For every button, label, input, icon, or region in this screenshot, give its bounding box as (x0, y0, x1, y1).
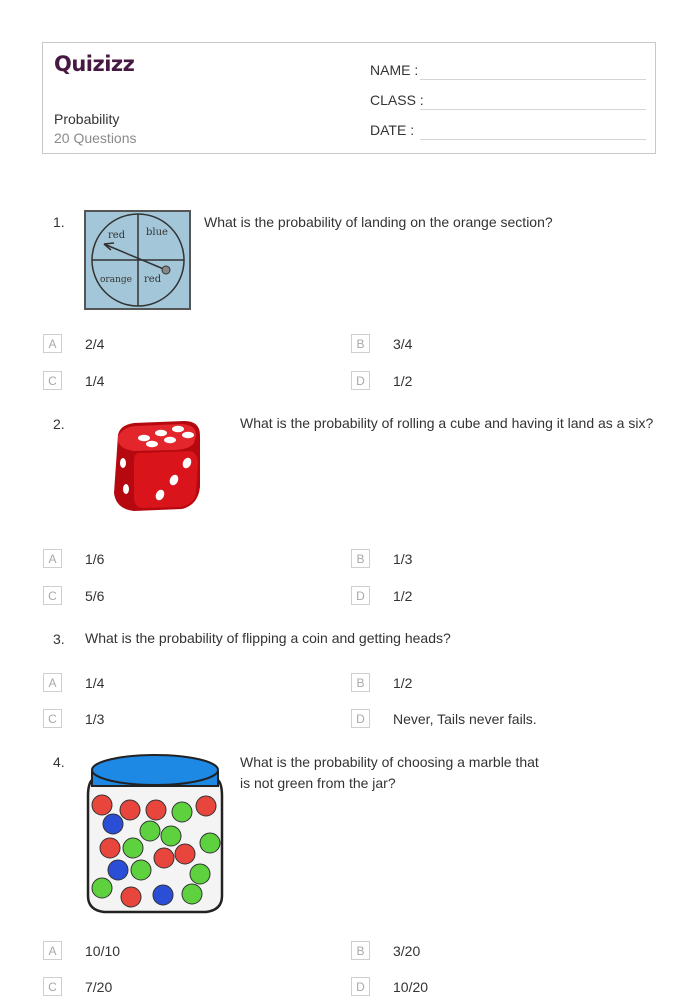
option-b-letter[interactable]: B (351, 549, 370, 568)
quizizz-logo: Quizizz (54, 52, 135, 76)
name-label: NAME : (370, 62, 419, 78)
option-a-letter[interactable]: A (43, 941, 62, 960)
question-number: 4. (53, 754, 65, 770)
die-image (104, 413, 226, 517)
name-field (370, 62, 418, 78)
name-line[interactable] (420, 79, 646, 80)
option-d-letter[interactable]: D (351, 709, 370, 728)
option-b-text: 1/3 (393, 551, 413, 567)
question-text: What is the probability of rolling a cube and having it land as a six? (240, 415, 654, 431)
option-a-text: 1/4 (85, 675, 105, 691)
question-text: What is the probability of landing on the orange section? (204, 214, 553, 230)
spinner-image (84, 210, 191, 310)
option-a-text: 1/6 (85, 551, 105, 567)
date-field (370, 122, 414, 138)
option-d-text: 10/20 (393, 979, 429, 995)
option-d-text: Never, Tails never fails. (393, 711, 537, 727)
option-c-text: 1/3 (85, 711, 105, 727)
question-count: 20 Questions (54, 130, 137, 146)
option-c-letter[interactable]: C (43, 977, 62, 996)
option-b-text: 1/2 (393, 675, 413, 691)
option-c-text: 1/4 (85, 373, 105, 389)
option-d-text: 1/2 (393, 373, 413, 389)
question-text: What is the probability of choosing a marble that is not green from the jar? (240, 754, 539, 791)
option-d-letter[interactable]: D (351, 977, 370, 996)
option-b-text: 3/4 (393, 336, 413, 352)
option-d-letter[interactable]: D (351, 586, 370, 605)
option-a-letter[interactable]: A (43, 673, 62, 692)
class-field (370, 92, 424, 108)
spinner-label-red-bottom: red (144, 274, 162, 285)
option-b-letter[interactable]: B (351, 334, 370, 353)
option-a-text: 2/4 (85, 336, 105, 352)
option-c-letter[interactable]: C (43, 371, 62, 390)
option-c-text: 7/20 (85, 979, 113, 995)
date-label: DATE : (370, 122, 415, 138)
option-b-text: 3/20 (393, 943, 421, 959)
class-line[interactable] (420, 109, 646, 110)
question-number: 2. (53, 416, 65, 432)
spinner-label-blue: blue (146, 227, 168, 238)
spinner-label-orange: orange (100, 275, 132, 285)
option-c-letter[interactable]: C (43, 709, 62, 728)
worksheet-header (42, 42, 656, 154)
spinner-label-red-top: red (108, 230, 126, 241)
worksheet-title: Probability (54, 111, 120, 127)
option-a-letter[interactable]: A (43, 334, 62, 353)
option-a-text: 10/10 (85, 943, 121, 959)
option-a-letter[interactable]: A (43, 549, 62, 568)
option-c-text: 5/6 (85, 588, 105, 604)
question-number: 3. (53, 631, 65, 647)
option-b-letter[interactable]: B (351, 941, 370, 960)
question-number: 1. (53, 214, 65, 230)
option-c-letter[interactable]: C (43, 586, 62, 605)
marble-jar-image (84, 750, 226, 918)
option-b-letter[interactable]: B (351, 673, 370, 692)
question-text: What is the probability of flipping a coin and getting heads? (85, 630, 451, 646)
option-d-letter[interactable]: D (351, 371, 370, 390)
option-d-text: 1/2 (393, 588, 413, 604)
date-line[interactable] (420, 139, 646, 140)
class-label: CLASS : (370, 92, 424, 108)
